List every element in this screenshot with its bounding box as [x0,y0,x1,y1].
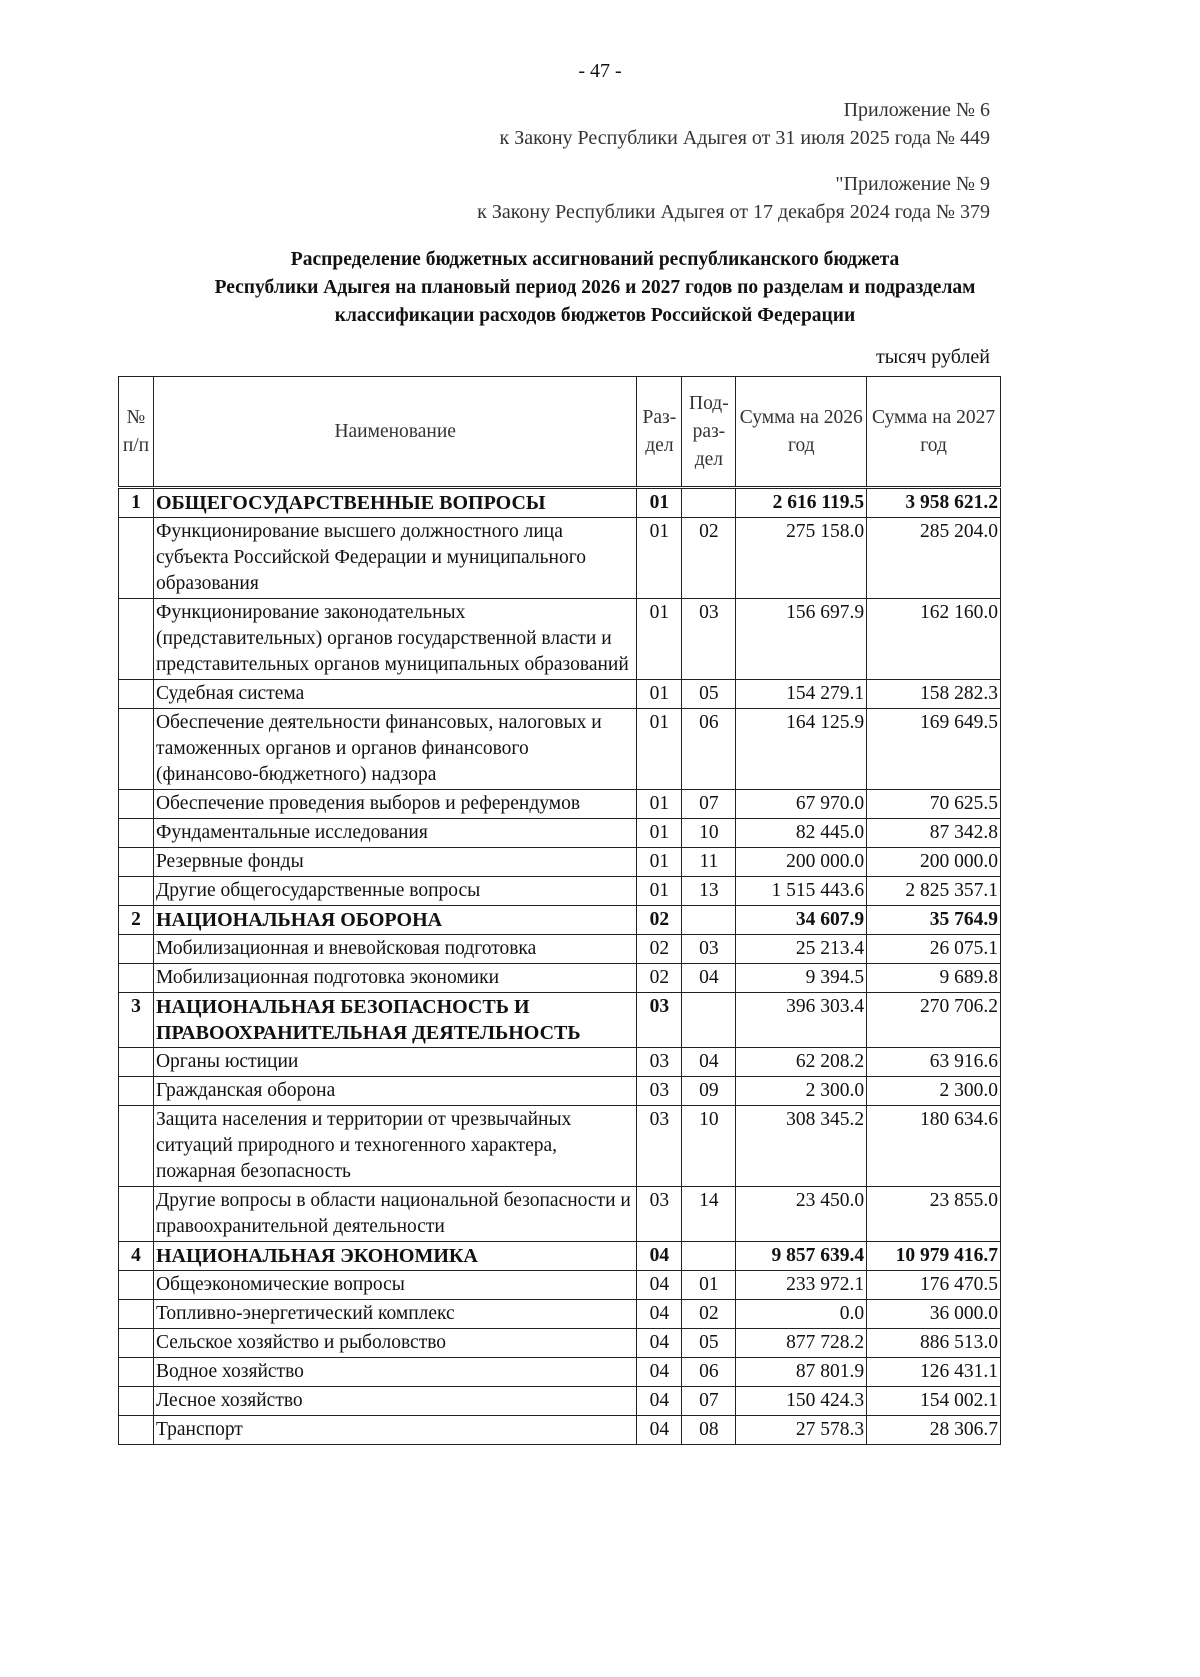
table-row [119,599,1001,680]
row-sum-2027: 200 000.0 [867,848,1001,877]
row-name: Мобилизационная и вневойсковая подготовка [153,935,636,964]
row-name: Водное хозяйство [153,1358,636,1387]
row-sum-2026: 34 607.9 [736,906,867,935]
row-podrazdel: 10 [682,819,736,848]
row-razdel: 04 [637,1329,682,1358]
row-podrazdel: 05 [682,1329,736,1358]
row-razdel: 01 [637,819,682,848]
row-razdel: 03 [637,1048,682,1077]
row-sum-2026: 877 728.2 [736,1329,867,1358]
row-razdel: 04 [637,1242,682,1271]
row-razdel: 01 [637,518,682,599]
row-razdel: 01 [637,680,682,709]
row-name: Судебная система [153,680,636,709]
row-podrazdel: 03 [682,599,736,680]
row-sum-2026: 150 424.3 [736,1387,867,1416]
unit-label: тысяч рублей [875,346,990,368]
section-row [119,906,1001,935]
annex-reference-original [477,170,990,226]
row-razdel: 03 [637,1077,682,1106]
row-sum-2026: 275 158.0 [736,518,867,599]
row-num [119,1329,154,1358]
row-name: НАЦИОНАЛЬНАЯ ЭКОНОМИКА [153,1242,636,1271]
row-podrazdel: 04 [682,964,736,993]
row-sum-2027: 154 002.1 [867,1387,1001,1416]
row-num [119,1387,154,1416]
annex-line: к Закону Республики Адыгея от 17 декабря 2024 года № 379 [477,201,990,223]
annex-reference-current [500,96,991,152]
row-razdel: 04 [637,1416,682,1445]
row-sum-2026: 1 515 443.6 [736,877,867,906]
row-name: Органы юстиции [153,1048,636,1077]
row-sum-2026: 27 578.3 [736,1416,867,1445]
row-razdel: 01 [637,599,682,680]
title-line: классификации расходов бюджетов Российской Федерации [334,305,856,326]
table-row [119,819,1001,848]
table-row [119,877,1001,906]
row-sum-2026: 23 450.0 [736,1187,867,1242]
row-podrazdel: 01 [682,1271,736,1300]
row-sum-2027: 26 075.1 [867,935,1001,964]
row-podrazdel: 05 [682,680,736,709]
row-sum-2026: 9 857 639.4 [736,1242,867,1271]
row-razdel: 01 [637,877,682,906]
row-num: 1 [119,488,154,518]
row-num [119,935,154,964]
row-sum-2026: 82 445.0 [736,819,867,848]
annex-line: "Приложение № 9 [835,173,990,195]
row-podrazdel [682,993,736,1048]
row-sum-2026: 164 125.9 [736,709,867,790]
header-podrazdel: Под-раз-дел [682,377,736,488]
row-sum-2026: 2 616 119.5 [736,488,867,518]
row-podrazdel: 14 [682,1187,736,1242]
row-sum-2027: 2 825 357.1 [867,877,1001,906]
row-sum-2026: 25 213.4 [736,935,867,964]
row-razdel: 04 [637,1387,682,1416]
section-row [119,1242,1001,1271]
row-sum-2027: 9 689.8 [867,964,1001,993]
row-num: 2 [119,906,154,935]
row-podrazdel: 02 [682,518,736,599]
row-podrazdel: 06 [682,709,736,790]
table-row [119,1077,1001,1106]
header-num: № п/п [119,377,154,488]
row-name: Мобилизационная подготовка экономики [153,964,636,993]
row-sum-2026: 9 394.5 [736,964,867,993]
row-podrazdel [682,1242,736,1271]
page-number: - 47 - [578,60,622,82]
row-podrazdel [682,906,736,935]
row-num [119,964,154,993]
table-header-row [119,377,1001,488]
row-podrazdel: 11 [682,848,736,877]
row-sum-2027: 2 300.0 [867,1077,1001,1106]
row-num [119,518,154,599]
row-podrazdel: 07 [682,790,736,819]
annex-line: Приложение № 6 [843,99,990,121]
row-razdel: 01 [637,848,682,877]
row-sum-2027: 87 342.8 [867,819,1001,848]
row-razdel: 04 [637,1358,682,1387]
row-num [119,790,154,819]
row-sum-2027: 270 706.2 [867,993,1001,1048]
row-podrazdel: 03 [682,935,736,964]
section-row [119,993,1001,1048]
row-podrazdel: 09 [682,1077,736,1106]
table-row [119,1300,1001,1329]
row-num [119,848,154,877]
row-razdel: 02 [637,935,682,964]
row-razdel: 01 [637,709,682,790]
row-sum-2026: 87 801.9 [736,1358,867,1387]
row-podrazdel: 06 [682,1358,736,1387]
row-name: Защита населения и территории от чрезвычайных ситуаций природного и техногенного характера, пожарная безопасность [153,1106,636,1187]
row-name: Функционирование законодательных (представительных) органов государственной власти и представительных органов муниципальных образований [153,599,636,680]
row-sum-2027: 176 470.5 [867,1271,1001,1300]
table-row [119,709,1001,790]
table-row [119,1187,1001,1242]
row-name: НАЦИОНАЛЬНАЯ БЕЗОПАСНОСТЬ И ПРАВООХРАНИТЕЛЬНАЯ ДЕЯТЕЛЬНОСТЬ [153,993,636,1048]
row-sum-2027: 126 431.1 [867,1358,1001,1387]
row-sum-2026: 308 345.2 [736,1106,867,1187]
row-num: 4 [119,1242,154,1271]
row-razdel: 03 [637,993,682,1048]
row-name: Обеспечение деятельности финансовых, налоговых и таможенных органов и органов финансового (финансово-бюджетного) надзора [153,709,636,790]
row-num [119,1300,154,1329]
table-row [119,1329,1001,1358]
row-name: Сельское хозяйство и рыболовство [153,1329,636,1358]
table-row [119,964,1001,993]
row-podrazdel: 10 [682,1106,736,1187]
table-row [119,790,1001,819]
row-sum-2027: 63 916.6 [867,1048,1001,1077]
row-sum-2027: 162 160.0 [867,599,1001,680]
row-name: Резервные фонды [153,848,636,877]
row-sum-2027: 180 634.6 [867,1106,1001,1187]
table-row [119,1416,1001,1445]
row-sum-2027: 285 204.0 [867,518,1001,599]
row-num [119,1048,154,1077]
row-name: Другие вопросы в области национальной безопасности и правоохранительной деятельности [153,1187,636,1242]
header-sum-2026: Сумма на 2026 год [736,377,867,488]
table-row [119,848,1001,877]
row-sum-2027: 36 000.0 [867,1300,1001,1329]
annex-line: к Закону Республики Адыгея от 31 июля 2025 года № 449 [499,127,990,149]
row-podrazdel: 04 [682,1048,736,1077]
budget-table [118,376,1001,1445]
row-sum-2026: 156 697.9 [736,599,867,680]
table-row [119,1271,1001,1300]
row-razdel: 04 [637,1271,682,1300]
table-row [119,518,1001,599]
table-row [119,1106,1001,1187]
row-podrazdel: 02 [682,1300,736,1329]
table-row [119,680,1001,709]
section-row [119,488,1001,518]
table-row [119,1048,1001,1077]
title-line: Распределение бюджетных ассигнований республиканского бюджета [290,249,900,270]
row-name: Фундаментальные исследования [153,819,636,848]
row-num [119,819,154,848]
row-num [119,1358,154,1387]
table-row [119,1387,1001,1416]
row-name: НАЦИОНАЛЬНАЯ ОБОРОНА [153,906,636,935]
row-num [119,680,154,709]
row-name: Топливно-энергетический комплекс [153,1300,636,1329]
row-sum-2026: 67 970.0 [736,790,867,819]
row-razdel: 01 [637,488,682,518]
row-num [119,877,154,906]
row-sum-2027: 886 513.0 [867,1329,1001,1358]
row-name: Гражданская оборона [153,1077,636,1106]
row-razdel: 02 [637,906,682,935]
document-title [100,246,1090,330]
row-name: ОБЩЕГОСУДАРСТВЕННЫЕ ВОПРОСЫ [153,488,636,518]
row-sum-2027: 28 306.7 [867,1416,1001,1445]
row-sum-2027: 169 649.5 [867,709,1001,790]
row-razdel: 03 [637,1187,682,1242]
row-num [119,1416,154,1445]
row-sum-2027: 70 625.5 [867,790,1001,819]
row-sum-2026: 62 208.2 [736,1048,867,1077]
row-name: Другие общегосударственные вопросы [153,877,636,906]
title-line: Республики Адыгея на плановый период 2026 и 2027 годов по разделам и подразделам [214,277,976,298]
header-sum-2027: Сумма на 2027 год [867,377,1001,488]
row-podrazdel: 07 [682,1387,736,1416]
row-razdel: 03 [637,1106,682,1187]
row-name: Функционирование высшего должностного лица субъекта Российской Федерации и муниципального образования [153,518,636,599]
table-row [119,1358,1001,1387]
row-razdel: 01 [637,790,682,819]
row-podrazdel: 13 [682,877,736,906]
row-num [119,1187,154,1242]
row-sum-2026: 2 300.0 [736,1077,867,1106]
header-razdel: Раз-дел [637,377,682,488]
row-sum-2026: 154 279.1 [736,680,867,709]
header-name: Наименование [153,377,636,488]
row-name: Транспорт [153,1416,636,1445]
row-razdel: 02 [637,964,682,993]
row-sum-2026: 200 000.0 [736,848,867,877]
row-name: Общеэкономические вопросы [153,1271,636,1300]
row-sum-2026: 0.0 [736,1300,867,1329]
row-podrazdel: 08 [682,1416,736,1445]
row-num [119,709,154,790]
row-sum-2027: 158 282.3 [867,680,1001,709]
row-sum-2027: 10 979 416.7 [867,1242,1001,1271]
row-razdel: 04 [637,1300,682,1329]
row-sum-2027: 23 855.0 [867,1187,1001,1242]
row-sum-2026: 233 972.1 [736,1271,867,1300]
row-name: Обеспечение проведения выборов и референдумов [153,790,636,819]
row-podrazdel [682,488,736,518]
row-sum-2027: 35 764.9 [867,906,1001,935]
row-num [119,599,154,680]
row-name: Лесное хозяйство [153,1387,636,1416]
row-num [119,1077,154,1106]
row-sum-2027: 3 958 621.2 [867,488,1001,518]
row-sum-2026: 396 303.4 [736,993,867,1048]
table-row [119,935,1001,964]
row-num [119,1271,154,1300]
row-num [119,1106,154,1187]
row-num: 3 [119,993,154,1048]
